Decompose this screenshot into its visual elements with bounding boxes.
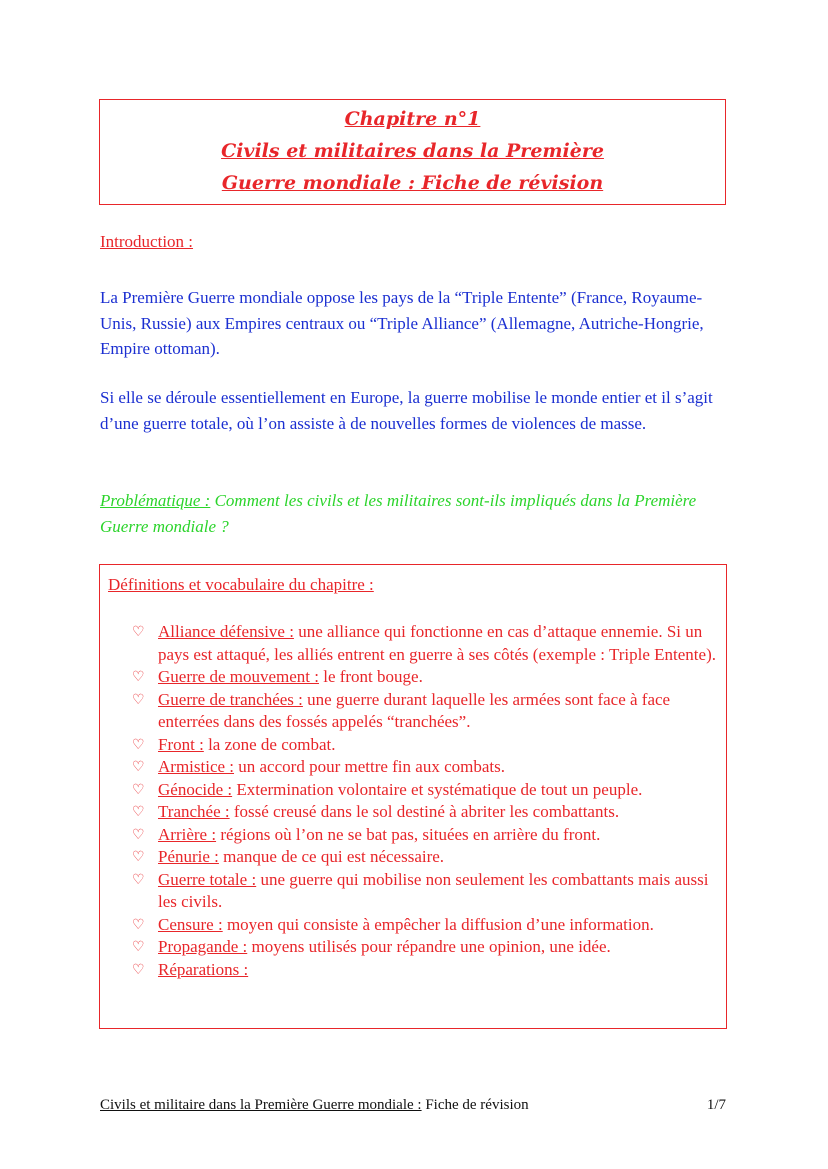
definitions-box xyxy=(99,564,727,1029)
intro-paragraph-2: Si elle se déroule essentiellement en Europe, la guerre mobilise le monde entier et il s’agit d’une guerre totale, où l’on assiste à de nouvelles formes de violences de masse. xyxy=(100,388,713,433)
definition-item xyxy=(130,869,720,914)
definition-item xyxy=(130,801,720,824)
heart-bullet-icon: ♡ xyxy=(132,759,145,775)
heart-bullet-icon: ♡ xyxy=(132,804,145,820)
chapter-title-line-2: Guerre mondiale : Fiche de révision xyxy=(221,172,604,194)
definition-item xyxy=(130,936,720,959)
definition-text: manque de ce qui est nécessaire. xyxy=(218,847,445,866)
definition-text: une guerre durant laquelle les armées sont face à face enterrées dans des fossés appelés “tranchées”. xyxy=(158,689,671,731)
definition-item xyxy=(130,914,720,937)
heart-bullet-icon: ♡ xyxy=(132,871,145,888)
definition-term: Tranchée : xyxy=(158,802,230,821)
page-footer xyxy=(100,1097,726,1114)
definition-item xyxy=(130,689,720,734)
definition-text: moyen qui consiste à empêcher la diffusion d’une information. xyxy=(222,914,654,934)
page-number: 1/7 xyxy=(706,1097,726,1113)
definition-term: Propagande : xyxy=(158,937,248,956)
definition-text: régions où l’on ne se bat pas, situées en arrière du front. xyxy=(216,824,601,844)
definition-item xyxy=(130,779,720,802)
definition-text: un accord pour mettre fin aux combats. xyxy=(234,757,505,776)
definition-term: Arrière : xyxy=(158,824,217,844)
heart-bullet-icon: ♡ xyxy=(132,781,145,798)
definition-item xyxy=(130,666,720,689)
definition-text: la zone de combat. xyxy=(203,734,336,754)
intro-paragraph-1: La Première Guerre mondiale oppose les pays de la “Triple Entente” (France, Royaume-Unis, Russie) aux Empires centraux ou “Triple Alliance” (Allemagne, Autriche-Hongrie, Empire ottoman). xyxy=(100,288,704,358)
footer-subtitle: Fiche de révision xyxy=(421,1097,529,1113)
heart-bullet-icon: ♡ xyxy=(132,961,145,978)
definition-term: Censure : xyxy=(158,914,223,934)
chapter-title-box xyxy=(99,99,726,205)
definition-term: Armistice : xyxy=(158,757,235,776)
definition-item xyxy=(130,756,720,779)
definition-item xyxy=(130,621,720,666)
definition-item xyxy=(130,959,720,982)
definition-item xyxy=(130,824,720,847)
chapter-title-line-1: Civils et militaires dans la Première xyxy=(221,140,604,162)
heart-bullet-icon: ♡ xyxy=(132,916,145,933)
definitions-list xyxy=(130,621,720,981)
definition-term: Génocide : xyxy=(158,779,233,799)
problematique xyxy=(100,488,730,539)
heart-bullet-icon: ♡ xyxy=(132,849,145,865)
definition-term: Alliance défensive : xyxy=(158,622,294,641)
introduction-heading: Introduction : xyxy=(100,232,194,251)
definition-item xyxy=(130,846,720,869)
definition-text: moyens utilisés pour répandre une opinion, une idée. xyxy=(247,937,611,956)
definitions-title: Définitions et vocabulaire du chapitre : xyxy=(108,575,374,594)
definition-text: fossé creusé dans le sol destiné à abriter les combattants. xyxy=(229,802,620,821)
definition-item xyxy=(130,734,720,757)
definition-term: Guerre de tranchées : xyxy=(158,689,303,709)
heart-bullet-icon: ♡ xyxy=(132,624,145,640)
heart-bullet-icon: ♡ xyxy=(132,691,145,708)
chapter-number: Chapitre n°1 xyxy=(344,108,481,130)
heart-bullet-icon: ♡ xyxy=(132,736,145,753)
heart-bullet-icon: ♡ xyxy=(132,669,145,685)
definition-term: Guerre totale : xyxy=(158,869,257,889)
definition-text: une alliance qui fonctionne en cas d’attaque ennemie. Si un pays est attaqué, les alliés entrent en guerre à ses côtés (exemple : Triple Entente). xyxy=(158,622,716,664)
problematique-label: Problématique : xyxy=(100,491,211,510)
definition-text: Extermination volontaire et systématique de tout un peuple. xyxy=(232,779,643,799)
definition-term: Front : xyxy=(158,734,204,754)
footer-title: Civils et militaire dans la Première Guerre mondiale : xyxy=(100,1097,422,1113)
heart-bullet-icon: ♡ xyxy=(132,826,145,843)
problematique-text: Comment les civils et les militaires sont-ils impliqués dans la Première Guerre mondiale ? xyxy=(100,491,697,536)
definition-term: Guerre de mouvement : xyxy=(158,667,319,686)
definition-term: Réparations : xyxy=(158,959,249,979)
definition-text: une guerre qui mobilise non seulement les combattants mais aussi les civils. xyxy=(158,869,709,911)
definition-text: le front bouge. xyxy=(318,667,423,686)
definition-term: Pénurie : xyxy=(158,847,219,866)
heart-bullet-icon: ♡ xyxy=(132,939,145,955)
